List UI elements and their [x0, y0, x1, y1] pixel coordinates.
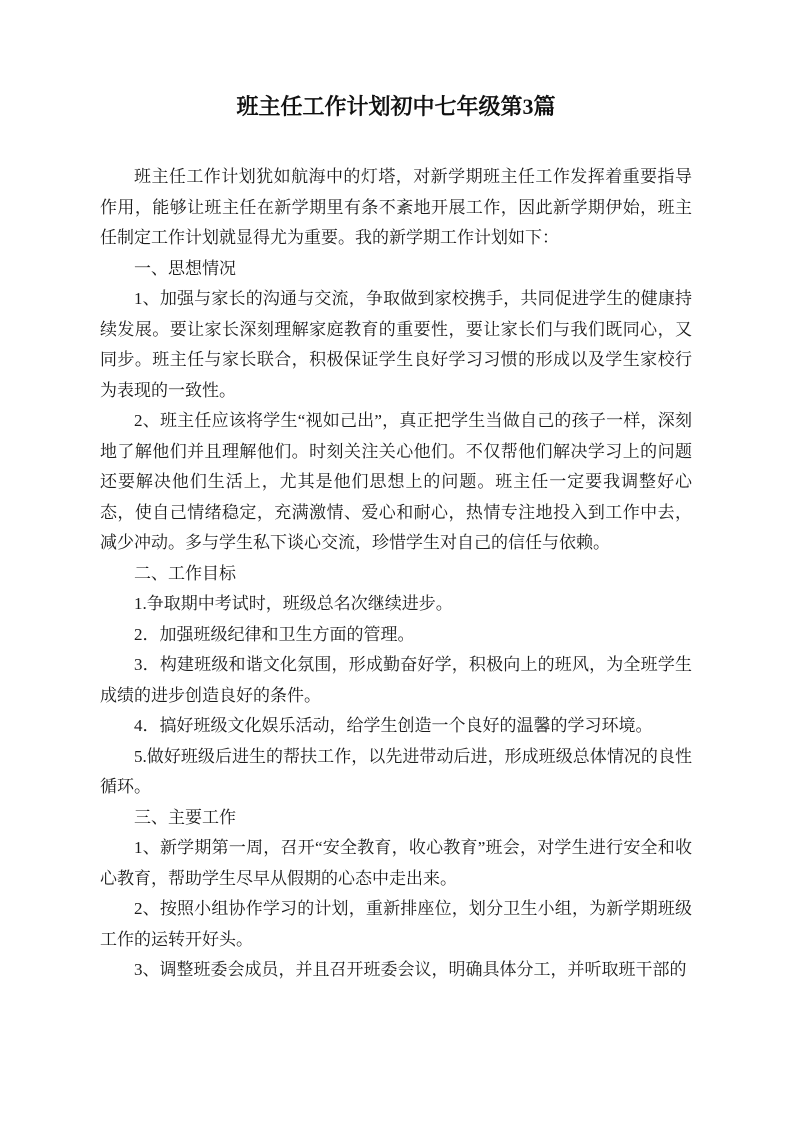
paragraph: 班主任工作计划犹如航海中的灯塔，对新学期班主任工作发挥着重要指导作用，能够让班主任在新学期里有条不紊地开展工作，因此新学期伊始，班主任制定工作计划就显得尤为重要。我的新学期工作计划如下： [100, 167, 692, 247]
paragraph: 2、班主任应该将学生“视如己出”，真正把学生当做自己的孩子一样，深刻地了解他们并且理解他们。时刻关注关心他们。不仅帮他们解决学习上的问题还要解决他们生活上，尤其是他们思想上的问题。班主任一定要我调整好心态，使自己情绪稳定，充满激情、爱心和耐心，热情专注地投入到工作中去，减少冲动。多与学生私下谈心交流，珍惜学生对自己的信任与依赖。 [100, 411, 692, 552]
list-item: 5.做好班级后进生的帮扶工作，以先进带动后进，形成班级总体情况的良性循环。 [100, 746, 692, 796]
list-item: 4．搞好班级文化娱乐活动，给学生创造一个良好的温馨的学习环境。 [134, 716, 653, 735]
list-item: 1、新学期第一周，召开“安全教育，收心教育”班会，对学生进行安全和收心教育，帮助学生尽早从假期的心态中走出来。 [100, 838, 692, 888]
list-item: 1.争取期中考试时，班级总名次继续进步。 [134, 594, 453, 613]
list-item: 3、调整班委会成员，并且召开班委会议，明确具体分工，并听取班干部的 [134, 960, 687, 979]
section-heading: 三、主要工作 [134, 807, 236, 827]
list-item: 2、按照小组协作学习的计划，重新排座位，划分卫生小组，为新学期班级工作的运转开好头。 [100, 899, 692, 949]
document-body [100, 162, 692, 986]
document-title: 班主任工作计划初中七年级第3篇 [236, 94, 556, 119]
list-item: 2．加强班级纪律和卫生方面的管理。 [134, 624, 415, 644]
paragraph: 1、加强与家长的沟通与交流，争取做到家校携手，共同促进学生的健康持续发展。要让家长深刻理解家庭教育的重要性，要让家长们与我们既同心，又同步。班主任与家长联合，积极保证学生良好学习习惯的形成以及学生家校行为表现的一致性。 [100, 289, 692, 400]
section-heading: 一、思想情况 [134, 258, 236, 278]
section-heading: 二、工作目标 [134, 563, 236, 583]
list-item: 3．构建班级和谐文化氛围，形成勤奋好学，积极向上的班风，为全班学生成绩的进步创造良好的条件。 [100, 655, 692, 705]
